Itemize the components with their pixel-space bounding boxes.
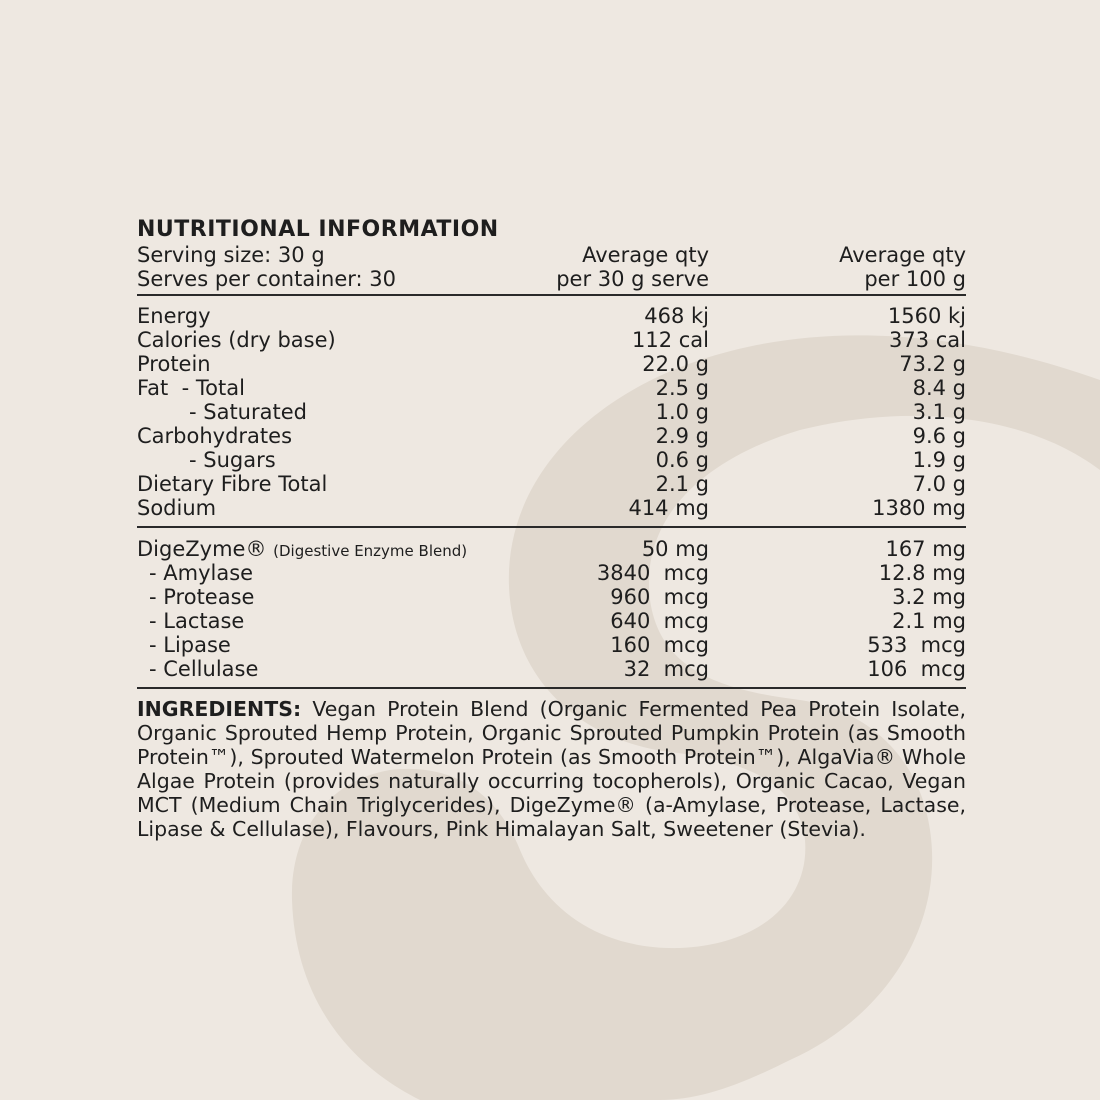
- ingredients-label: INGREDIENTS:: [137, 697, 302, 721]
- nutrient-per-serve: 414 mg: [628, 496, 709, 520]
- nutrient-per-serve: 0.6 g: [655, 448, 709, 472]
- enzyme-label: - Protease: [149, 585, 255, 609]
- divider: [137, 294, 966, 296]
- nutrient-per-serve: 468 kj: [644, 304, 709, 328]
- enzyme-per-100g: 3.2 mg: [892, 585, 966, 609]
- nutrient-per-serve: 2.1 g: [655, 472, 709, 496]
- enzyme-row-cellulase: [137, 657, 966, 681]
- enzyme-row-lactase: [137, 609, 966, 633]
- nutrient-label: Carbohydrates: [137, 424, 293, 448]
- enzyme-label: - Lactase: [149, 609, 245, 633]
- nutrient-per-100g: 7.0 g: [912, 472, 966, 496]
- nutrient-label: Fat - Total: [137, 376, 245, 400]
- enzyme-blend-description: (Digestive Enzyme Blend): [273, 542, 468, 560]
- nutrient-per-100g: 73.2 g: [899, 352, 966, 376]
- enzyme-per-serve: 640 mcg: [610, 609, 709, 633]
- nutrient-row-energy: [137, 304, 966, 328]
- nutrient-row-sugars: [137, 448, 966, 472]
- enzyme-label: - Lipase: [149, 633, 231, 657]
- nutrient-row-protein: [137, 352, 966, 376]
- header-row-2: [137, 267, 966, 291]
- serving-size: Serving size: 30 g: [137, 243, 325, 267]
- enzyme-row-amylase: [137, 561, 966, 585]
- header-row-1: [137, 243, 966, 267]
- nutrient-per-serve: 22.0 g: [642, 352, 709, 376]
- nutrient-label: Sodium: [137, 496, 217, 520]
- enzyme-per-100g: 2.1 mg: [892, 609, 966, 633]
- enzyme-per-serve: 160 mcg: [610, 633, 709, 657]
- nutrient-row-sodium: [137, 496, 966, 520]
- nutrient-row-calories: [137, 328, 966, 352]
- nutrient-per-serve: 1.0 g: [655, 400, 709, 424]
- enzyme-per-100g: 12.8 mg: [878, 561, 966, 585]
- col2-heading-line2: per 100 g: [864, 267, 966, 291]
- enzyme-per-100g: 106 mcg: [867, 657, 966, 681]
- col1-heading-line2: per 30 g serve: [556, 267, 709, 291]
- enzyme-blend-name: DigeZyme®: [137, 537, 267, 561]
- enzyme-blend-per-100g: 167 mg: [885, 537, 966, 561]
- nutrient-per-serve: 112 cal: [631, 328, 709, 352]
- enzyme-blend-row: [137, 537, 966, 561]
- nutrition-panel: [137, 217, 966, 841]
- enzyme-per-100g: 533 mcg: [867, 633, 966, 657]
- col1-heading-line1: Average qty: [582, 243, 709, 267]
- ingredients-text: Vegan Protein Blend (Organic Fermented Pea Protein Isolate, Organic Sprouted Hemp Protein, Organic Sprouted Pumpkin Protein (as Smooth Protein™), Sprouted Watermelon Protein (as Smooth Protein™), AlgaVia® Whole Algae Protein (provides naturally occurring tocopherols), Organic Cacao, Vegan MCT (Medium Chain Triglycerides), DigeZyme® (a-Amylase, Protease, Lactase, Lipase & Cellulase), Flavours, Pink Himalayan Salt, Sweetener (Stevia).: [137, 697, 966, 841]
- nutrient-label: - Sugars: [189, 448, 276, 472]
- nutrient-per-serve: 2.5 g: [655, 376, 709, 400]
- nutrient-per-serve: 2.9 g: [655, 424, 709, 448]
- nutrient-label: Protein: [137, 352, 211, 376]
- nutrient-label: - Saturated: [189, 400, 307, 424]
- serves-per-container: Serves per container: 30: [137, 267, 397, 291]
- enzyme-per-serve: 32 mcg: [623, 657, 709, 681]
- enzyme-label: - Amylase: [149, 561, 254, 585]
- enzyme-label: - Cellulase: [149, 657, 259, 681]
- divider: [137, 526, 966, 528]
- nutrient-row-fat-total: [137, 376, 966, 400]
- col2-heading-line1: Average qty: [839, 243, 966, 267]
- nutrient-label: Energy: [137, 304, 211, 328]
- nutrient-per-100g: 9.6 g: [912, 424, 966, 448]
- enzyme-per-serve: 3840 mcg: [596, 561, 709, 585]
- nutrient-per-100g: 1380 mg: [872, 496, 966, 520]
- nutrient-row-fibre: [137, 472, 966, 496]
- nutrient-per-100g: 1.9 g: [912, 448, 966, 472]
- nutrient-row-saturated: [137, 400, 966, 424]
- nutrient-per-100g: 373 cal: [888, 328, 966, 352]
- nutrient-per-100g: 1560 kj: [887, 304, 966, 328]
- nutrient-label: Calories (dry base): [137, 328, 336, 352]
- enzyme-per-serve: 960 mcg: [610, 585, 709, 609]
- enzyme-row-protease: [137, 585, 966, 609]
- ingredients-paragraph: [137, 697, 966, 841]
- enzyme-row-lipase: [137, 633, 966, 657]
- enzyme-blend-per-serve: 50 mg: [641, 537, 709, 561]
- nutrient-per-100g: 3.1 g: [912, 400, 966, 424]
- panel-title: NUTRITIONAL INFORMATION: [137, 217, 499, 242]
- enzyme-blend-label: [137, 537, 467, 563]
- nutrient-per-100g: 8.4 g: [912, 376, 966, 400]
- nutrient-label: Dietary Fibre Total: [137, 472, 328, 496]
- divider: [137, 687, 966, 689]
- nutrient-row-carbohydrates: [137, 424, 966, 448]
